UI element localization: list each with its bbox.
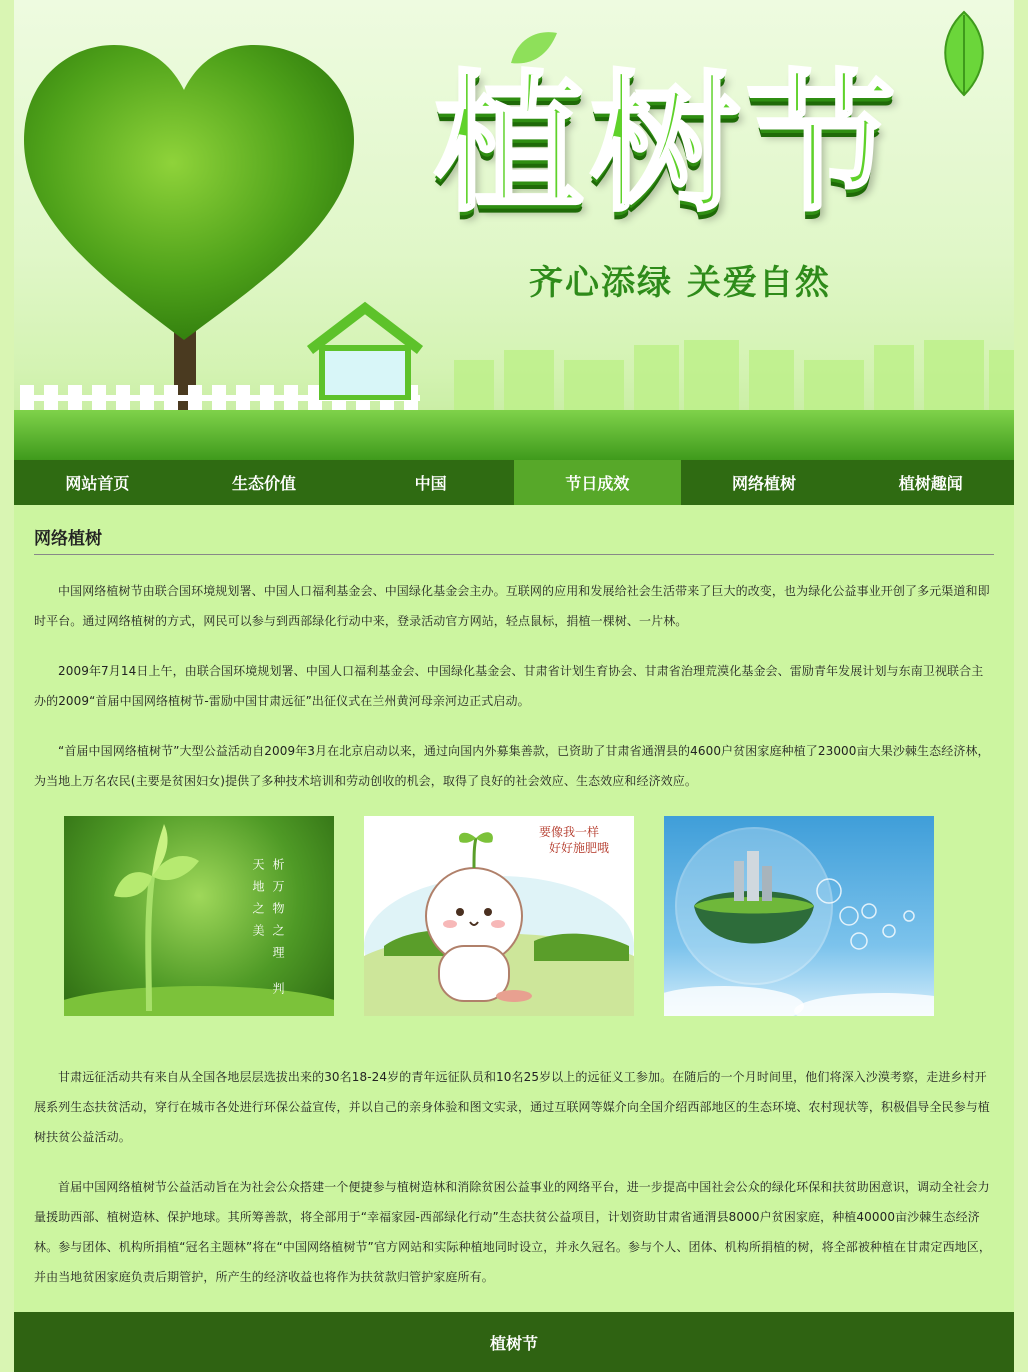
paragraph: 甘肃远征活动共有来自从全国各地层层选拔出来的30名18-24岁的青年远征队员和10名25岁以上的远征义工参加。在随后的一个月时间里，他们将深入沙漠考察，走进乡村开展系列生态扶贫活动，穿行在城市各处进行环保公益宣传，并以自己的亲身体验和图文实录，通过互联网等媒介向全国介绍西部地区的生态环境、农村现状等，积极倡导全民参与植树扶贫公益活动。 [34, 1070, 990, 1144]
header-banner [14, 0, 1014, 460]
earth-bubble-icon [664, 816, 934, 1016]
grass-ground [14, 410, 1014, 460]
leaf-icon [934, 10, 994, 100]
city-building [684, 340, 739, 420]
nav-item-label: 网络植树 [732, 474, 797, 493]
nav-item-ecological-value[interactable] [181, 460, 348, 505]
city-building [874, 345, 914, 420]
caption-line: 好好施肥哦 [549, 841, 610, 855]
main-nav [14, 460, 1014, 505]
nav-item-label: 植树趣闻 [898, 474, 963, 493]
section-title: 网络植树 [34, 520, 994, 555]
poem-text [248, 858, 288, 1016]
cartoon-caption [539, 824, 609, 856]
footer [14, 1312, 1014, 1372]
nav-item-label: 中国 [414, 474, 447, 493]
banner-slogan: 齐心添绿 关爱自然 [529, 263, 831, 303]
city-building [634, 345, 679, 420]
city-building [924, 340, 984, 420]
paragraph: 中国网络植树节由联合国环境规划署、中国人口福利基金会、中国绿化基金会主办。互联网的应用和发展给社会生活带来了巨大的改变，也为绿化公益事业开创了多元渠道和即时平台。通过网络植树的方式，网民可以参与到西部绿化行动中来，登录活动官方网站，轻点鼠标，捐植一棵树、一片林。 [34, 584, 990, 628]
nav-item-china[interactable] [347, 460, 514, 505]
cartoon-image [364, 816, 634, 1016]
page [14, 0, 1014, 1372]
image-row [64, 816, 964, 1016]
earth-bubble-image [664, 816, 934, 1016]
paragraph: 首届中国网络植树节公益活动旨在为社会公众搭建一个便捷参与植树造林和消除贫困公益事业的网络平台，进一步提高中国社会公众的绿化环保和扶贫助困意识，调动全社会力量援助西部、植树造林、保护地球。其所筹善款，将全部用于“幸福家园-西部绿化行动”生态扶贫公益项目，计划资助甘肃省通渭县8000户贫困家庭，种植40000亩沙棘生态经济林。参与团体、机构所捐植“冠名主题林”将在“中国网络植树节”官方网站和实际种植地同时设立，并永久冠名。参与个人、团体、机构所捐植的树，将全部被种植在甘肃定西地区，并由当地贫困家庭负责后期管护，所产生的经济收益也将作为扶贫款归管护家庭所有。 [34, 1180, 991, 1284]
poem-line: 析万物之理 [271, 858, 285, 968]
caption-line: 要像我一样 [539, 825, 600, 839]
nav-item-label: 生态价值 [232, 474, 297, 493]
main-content [34, 520, 994, 1284]
poem-line: 判天地之美 [251, 858, 285, 1004]
nav-item-festival-results[interactable] [514, 460, 681, 505]
paragraph: 2009年7月14日上午，由联合国环境规划署、中国人口福利基金会、中国绿化基金会、甘肃省计划生育协会、甘肃省治理荒漠化基金会、雷励青年发展计划与东南卫视联合主办的2009“首届中国网络植树节-雷励中国甘肃远征”出征仪式在兰州黄河母亲河边正式启动。 [34, 664, 984, 708]
banner-title: 植树节 [434, 58, 903, 232]
sprout-image [64, 816, 334, 1016]
nav-item-online-planting[interactable] [681, 460, 848, 505]
footer-text: 植树节 [489, 1333, 538, 1353]
nav-item-home[interactable] [14, 460, 181, 505]
nav-item-label: 网站首页 [65, 474, 130, 493]
nav-item-planting-stories[interactable] [847, 460, 1014, 505]
nav-item-label: 节日成效 [565, 474, 630, 493]
paragraph: “首届中国网络植树节”大型公益活动自2009年3月在北京启动以来，通过向国内外募集善款，已资助了甘肃省通渭县的4600户贫困家庭种植了23000亩大果沙棘生态经济林，为当地上万名农民(主要是贫困妇女)提供了多种技术培训和劳动创收的机会，取得了良好的社会效应、生态效应和经济效应。 [34, 744, 990, 788]
house-icon [300, 300, 430, 400]
sprout-icon [64, 816, 334, 1016]
